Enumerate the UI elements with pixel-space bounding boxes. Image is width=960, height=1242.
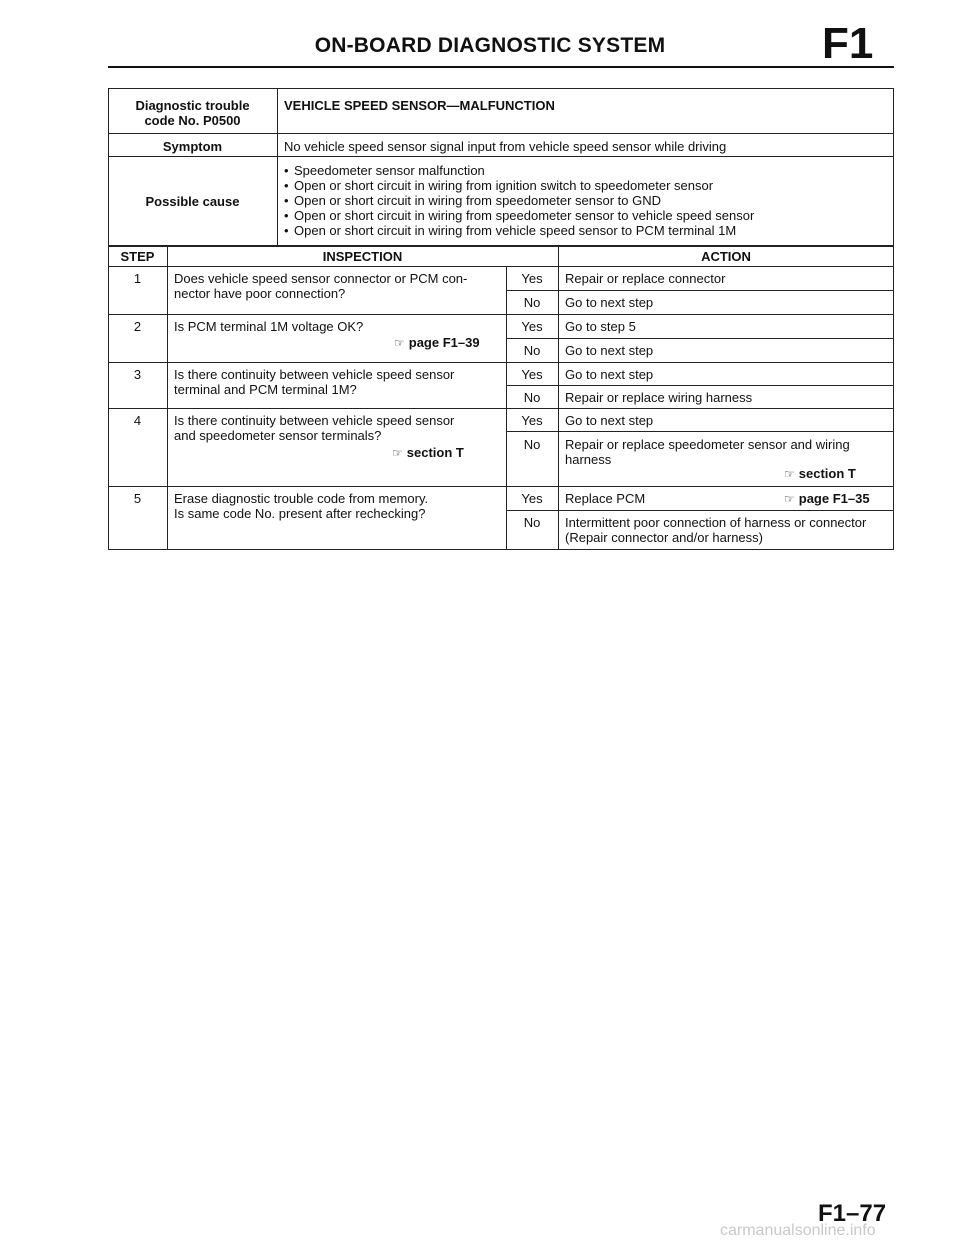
header-inspection: INSPECTION bbox=[322, 249, 403, 264]
step-inspection: Erase diagnostic trouble code from memory. Is same code No. present after rechecking? bbox=[174, 491, 429, 521]
no-action: Go to next step bbox=[565, 343, 654, 358]
no-action: Repair or replace wiring harness bbox=[565, 390, 753, 405]
col-rule-action bbox=[558, 246, 559, 550]
reference-hand-icon: ☞ bbox=[784, 467, 795, 481]
no-label: No bbox=[523, 515, 541, 530]
yes-action: Go to next step bbox=[565, 367, 654, 382]
step-rule bbox=[108, 486, 894, 487]
section-reference: ☞ section T bbox=[392, 445, 464, 460]
info-row-rule bbox=[108, 156, 894, 157]
reference-hand-icon: ☞ bbox=[394, 336, 405, 350]
step-number: 2 bbox=[133, 319, 142, 334]
yes-no-rule bbox=[506, 385, 894, 386]
watermark: carmanualsonline.info bbox=[720, 1222, 876, 1239]
col-rule-step bbox=[167, 246, 168, 550]
no-label: No bbox=[523, 437, 541, 452]
step-number: 4 bbox=[133, 413, 142, 428]
yes-label: Yes bbox=[521, 491, 543, 506]
no-label: No bbox=[523, 295, 541, 310]
page-reference: ☞ page F1–35 bbox=[784, 491, 870, 506]
yes-no-rule bbox=[506, 431, 894, 432]
yes-label: Yes bbox=[521, 271, 543, 286]
no-label: No bbox=[523, 343, 541, 358]
step-number: 5 bbox=[133, 491, 142, 506]
dtc-label: Diagnostic trouble code No. P0500 bbox=[135, 98, 250, 128]
list-item: • Speedometer sensor malfunction bbox=[282, 163, 754, 178]
yes-label: Yes bbox=[521, 413, 543, 428]
section-reference: ☞ section T bbox=[784, 466, 856, 481]
page-title: ON-BOARD DIAGNOSTIC SYSTEM bbox=[314, 34, 666, 57]
list-item: • Open or short circuit in wiring from ignition switch to speedometer sensor bbox=[282, 178, 754, 193]
info-divider bbox=[277, 88, 278, 246]
step-rule bbox=[108, 314, 894, 315]
no-label: No bbox=[523, 390, 541, 405]
possible-cause-list bbox=[282, 163, 754, 238]
yes-action: Go to step 5 bbox=[565, 319, 636, 334]
page-number: F1–77 bbox=[818, 1200, 887, 1227]
symptom-label: Symptom bbox=[162, 139, 223, 154]
step-inspection: Is there continuity between vehicle speed sensor terminal and PCM terminal 1M? bbox=[174, 367, 455, 397]
reference-hand-icon: ☞ bbox=[784, 492, 795, 506]
step-number: 1 bbox=[133, 271, 142, 286]
no-action: Repair or replace speedometer sensor and wiring harness bbox=[565, 437, 850, 467]
step-inspection: Is there continuity between vehicle speed sensor and speedometer sensor terminals? bbox=[174, 413, 455, 443]
header-rule bbox=[108, 66, 894, 68]
list-item: • Open or short circuit in wiring from vehicle speed sensor to PCM terminal 1M bbox=[282, 223, 754, 238]
reference-hand-icon: ☞ bbox=[392, 446, 403, 460]
list-item: • Open or short circuit in wiring from speedometer sensor to vehicle speed sensor bbox=[282, 208, 754, 223]
no-action: Go to next step bbox=[565, 295, 654, 310]
step-number: 3 bbox=[133, 367, 142, 382]
yes-no-rule bbox=[506, 510, 894, 511]
header-step: STEP bbox=[120, 249, 155, 264]
yes-action: Repair or replace connector bbox=[565, 271, 726, 286]
possible-cause-label: Possible cause bbox=[145, 194, 240, 209]
page-reference: ☞ page F1–39 bbox=[394, 335, 480, 350]
step-rule bbox=[108, 408, 894, 409]
yes-label: Yes bbox=[521, 367, 543, 382]
yes-label: Yes bbox=[521, 319, 543, 334]
table-header-rule bbox=[108, 266, 894, 267]
yes-action: Replace PCM bbox=[565, 491, 646, 506]
symptom-text: No vehicle speed sensor signal input from vehicle speed sensor while driving bbox=[284, 139, 727, 154]
header-action: ACTION bbox=[701, 249, 751, 264]
no-action: Intermittent poor connection of harness or connector (Repair connector and/or harness) bbox=[565, 515, 867, 545]
yes-no-rule bbox=[506, 290, 894, 291]
step-rule bbox=[108, 362, 894, 363]
info-row-rule bbox=[108, 133, 894, 134]
step-inspection: Does vehicle speed sensor connector or PCM con- nector have poor connection? bbox=[174, 271, 468, 301]
dtc-name: VEHICLE SPEED SENSOR—MALFUNCTION bbox=[284, 98, 555, 113]
yes-action: Go to next step bbox=[565, 413, 654, 428]
list-item: • Open or short circuit in wiring from speedometer sensor to GND bbox=[282, 193, 754, 208]
yes-no-rule bbox=[506, 338, 894, 339]
section-code: F1 bbox=[822, 19, 874, 68]
step-inspection: Is PCM terminal 1M voltage OK? bbox=[174, 319, 364, 334]
